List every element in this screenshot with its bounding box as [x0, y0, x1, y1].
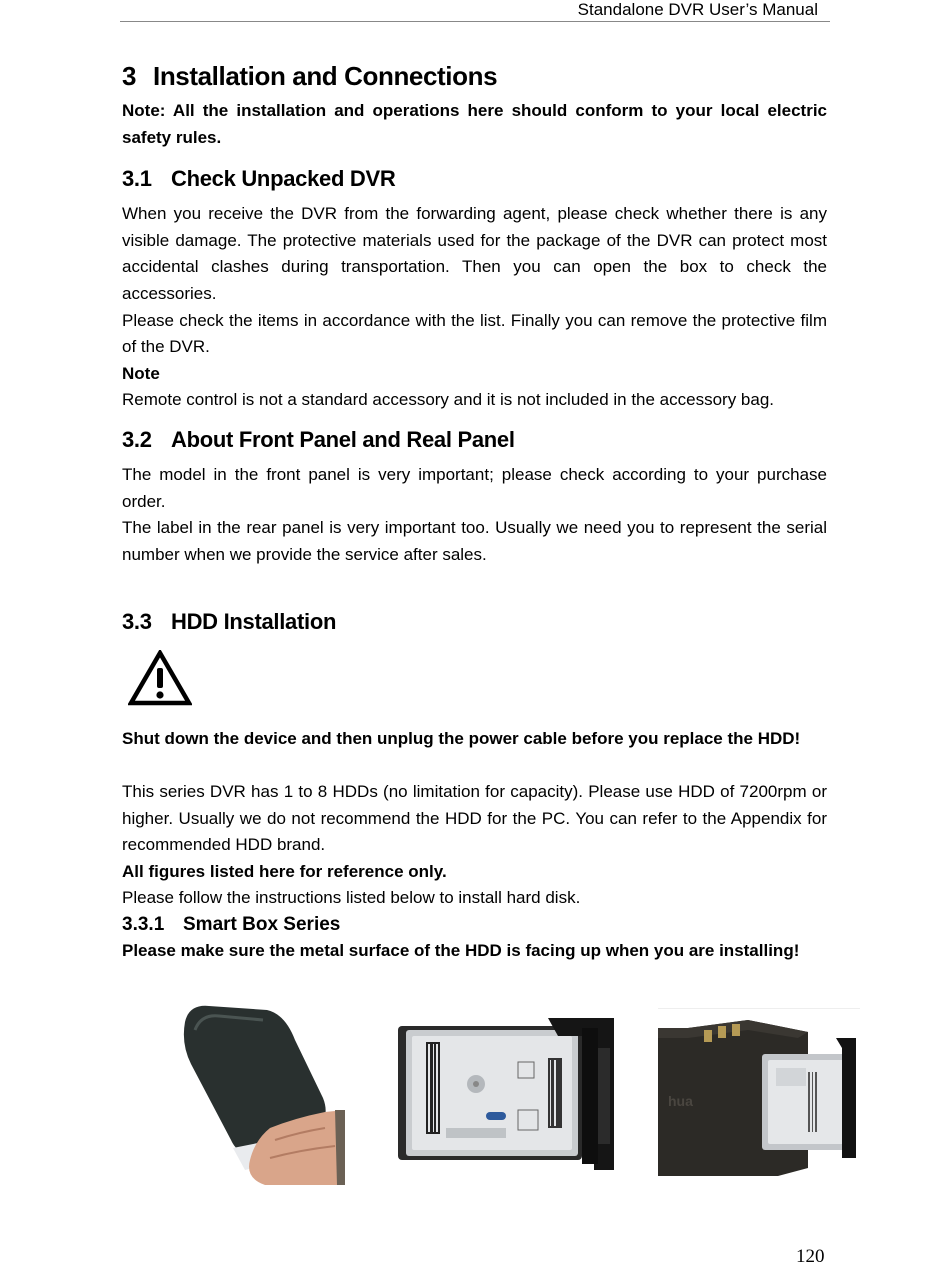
- hdd-installation-photos: [0, 1000, 950, 1200]
- photo-brand-text: hua: [668, 1093, 693, 1109]
- section-3-1-para2: Please check the items in accordance with the list. Finally you can remove the protective film of the DVR.: [122, 310, 827, 357]
- section-3-2-number: 3.2: [122, 426, 152, 452]
- chapter-number: 3: [122, 61, 137, 91]
- section-3-3-para1: This series DVR has 1 to 8 HDDs (no limitation for capacity). Please use HDD of 7200rpm or higher. Usually we do not recommend the HDD for the PC. You can refer to the Appendix for recommended HDD brand.: [122, 781, 827, 855]
- hdd-warning: Shut down the device and then unplug the power cable before you replace the HDD!: [122, 729, 801, 749]
- page-header: [120, 0, 830, 22]
- chapter-note: Note: All the installation and operations here should conform to your local electric safety rules.: [122, 101, 827, 147]
- note-text: Remote control is not a standard accessory and it is not included in the accessory bag.: [122, 390, 775, 410]
- note-label: Note: [122, 363, 160, 383]
- section-3-3-1-number: 3.3.1: [122, 913, 165, 935]
- section-3-2-title: About Front Panel and Real Panel: [171, 426, 515, 452]
- section-3-2-heading: [122, 424, 827, 456]
- chapter-heading: [122, 56, 827, 96]
- chapter-title: Installation and Connections: [153, 61, 498, 91]
- header-title: Standalone DVR User’s Manual: [577, 0, 818, 19]
- photo-dvr-with-hdd: [658, 1008, 860, 1186]
- reference-note: All figures listed here for reference only.: [122, 861, 447, 881]
- section-3-1-title: Check Unpacked DVR: [171, 166, 396, 192]
- section-3-2-para1: The model in the front panel is very important; please check according to your purchase order.: [122, 464, 827, 511]
- metal-surface-warning: Please make sure the metal surface of the HDD is facing up when you are installing!: [122, 940, 800, 960]
- section-3-3-para2: Please follow the instructions listed below to install hard disk.: [122, 888, 581, 908]
- section-3-3-1-heading: [122, 912, 827, 938]
- warning-triangle-icon: [128, 650, 192, 706]
- section-3-2-para2: The label in the rear panel is very important too. Usually we need you to represent the serial number when we provide the service after sales.: [122, 518, 827, 564]
- page-number: 120: [796, 1246, 825, 1267]
- section-3-1-heading: [122, 163, 827, 195]
- section-3-3-heading: [122, 606, 827, 638]
- photo-box-insert: [175, 1000, 350, 1190]
- photo-hdd-caddy: [398, 1018, 614, 1170]
- section-3-3-number: 3.3: [122, 609, 152, 635]
- section-3-1-number: 3.1: [122, 166, 152, 192]
- warning-icon-box: [122, 638, 827, 714]
- section-3-1-para1: When you receive the DVR from the forwarding agent, please check whether there is any visible damage. The protective materials used for the package of the DVR can protect most accidental clashes during transportation. Then you can open the box to check the accessories.: [122, 204, 827, 303]
- section-3-3-title: HDD Installation: [171, 609, 337, 635]
- page-content: [122, 56, 827, 964]
- section-3-3-1-title: Smart Box Series: [183, 913, 341, 935]
